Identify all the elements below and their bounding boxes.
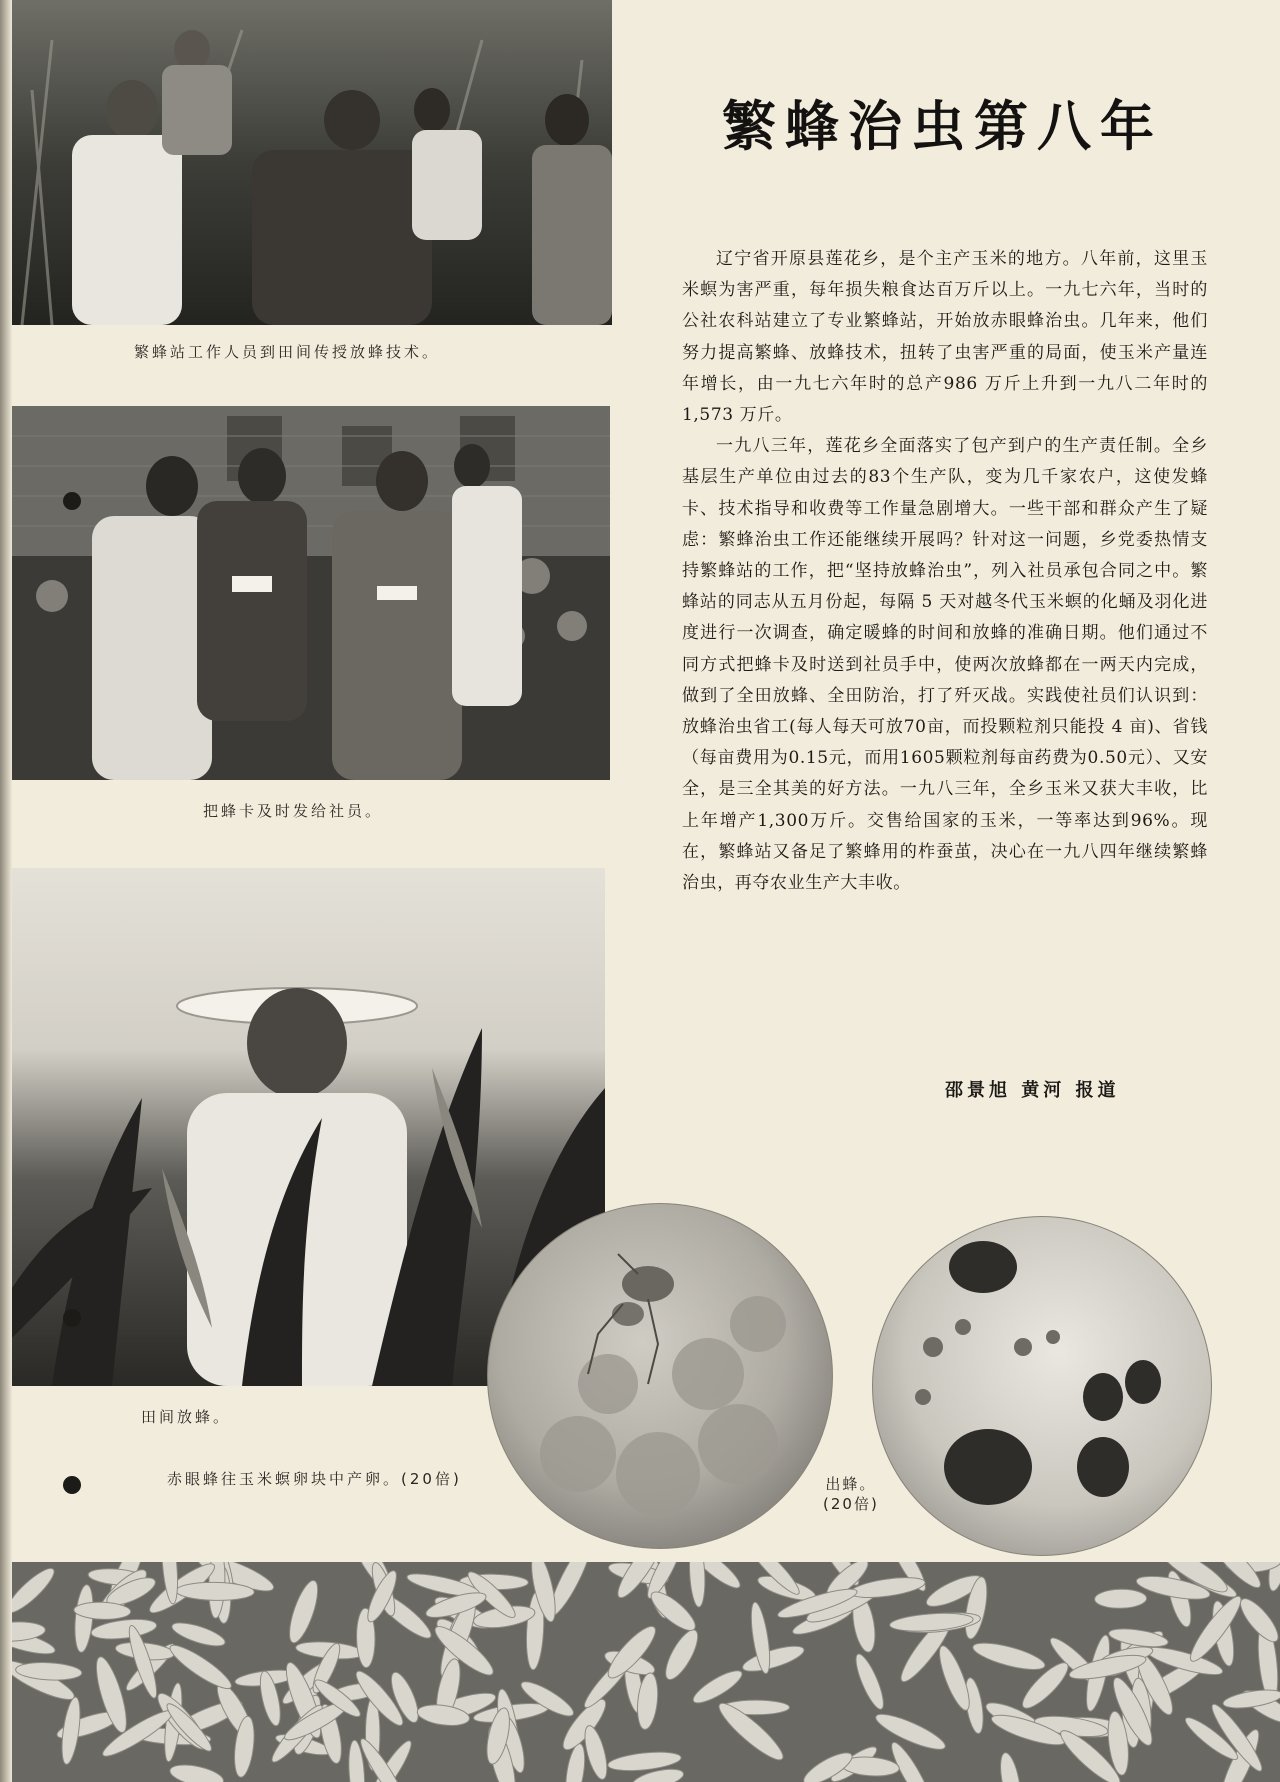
- binding-hole: [63, 492, 81, 510]
- photo-corn-harvest: [12, 1562, 1280, 1782]
- article-byline: 邵景旭 黄河 报道: [945, 1080, 1120, 1101]
- page-title: 繁蜂治虫第八年: [722, 95, 1163, 158]
- photo-bee-card-distribution: [12, 406, 610, 780]
- binding-hole: [63, 1476, 81, 1494]
- micrograph-egg-laying: [488, 1204, 832, 1548]
- article-paragraph-1: 辽宁省开原县莲花乡，是个主产玉米的地方。八年前，这里玉米螟为害严重，每年损失粮食达百万斤以上。一九七六年，当时的公社农科站建立了专业繁蜂站，开始放赤眼蜂治虫。几年来，他们努力提高繁蜂、放蜂技术，扭转了虫害严重的局面，使玉米产量连年增长，由一九七六年时的总产986 万斤上升到一九八二年时的1,573 万斤。: [682, 249, 1208, 426]
- binding-hole: [63, 1309, 81, 1327]
- corn-cob: [1094, 1589, 1146, 1609]
- caption-photo-3: 田间放蜂。: [141, 1408, 232, 1426]
- caption-photo-4: 赤眼蜂往玉米螟卵块中产卵。(20倍): [167, 1470, 462, 1488]
- micrograph-emergence: [873, 1217, 1211, 1555]
- caption-photo-2: 把蜂卡及时发给社员。: [203, 802, 384, 820]
- photo-field-instruction: [12, 0, 612, 325]
- caption-photo-1: 繁蜂站工作人员到田间传授放蜂技术。: [134, 343, 441, 361]
- caption-photo-5: [823, 1474, 879, 1514]
- caption-photo-5-magnification: (20倍): [823, 1495, 879, 1513]
- page-spine: [0, 0, 12, 1782]
- article-body: [682, 244, 1208, 899]
- caption-photo-5-title: 出蜂。: [825, 1475, 877, 1493]
- article-paragraph-2: 一九八三年，莲花乡全面落实了包产到户的生产责任制。全乡基层生产单位由过去的83个生产队，变为几千家农户，这使发蜂卡、技术指导和收费等工作量急剧增大。一些干部和群众产生了疑虑：繁蜂治虫工作还能继续开展吗？针对这一问题，乡党委热情支持繁蜂站的工作，把“坚持放蜂治虫”，列入社员承包合同之中。繁蜂站的同志从五月份起，每隔 5 天对越冬代玉米螟的化蛹及羽化进度进行一次调查，确定暖蜂的时间和放蜂的准确日期。他们通过不同方式把蜂卡及时送到社员手中，使两次放蜂都在一两天内完成，做到了全田放蜂、全田防治，打了歼灭战。实践使社员们认识到：放蜂治虫省工(每人每天可放70亩，而投颗粒剂只能投 4 亩)、省钱（每亩费用为0.15元，而用1605颗粒剂每亩药费为0.50元）、又安全，是三全其美的好方法。一九八三年，全乡玉米又获大丰收，比上年增产1,300万斤。交售给国家的玉米，一等率达到96%。现在，繁蜂站又备足了繁蜂用的柞蚕茧，决心在一九八四年继续繁蜂治虫，再夺农业生产大丰收。: [682, 436, 1208, 894]
